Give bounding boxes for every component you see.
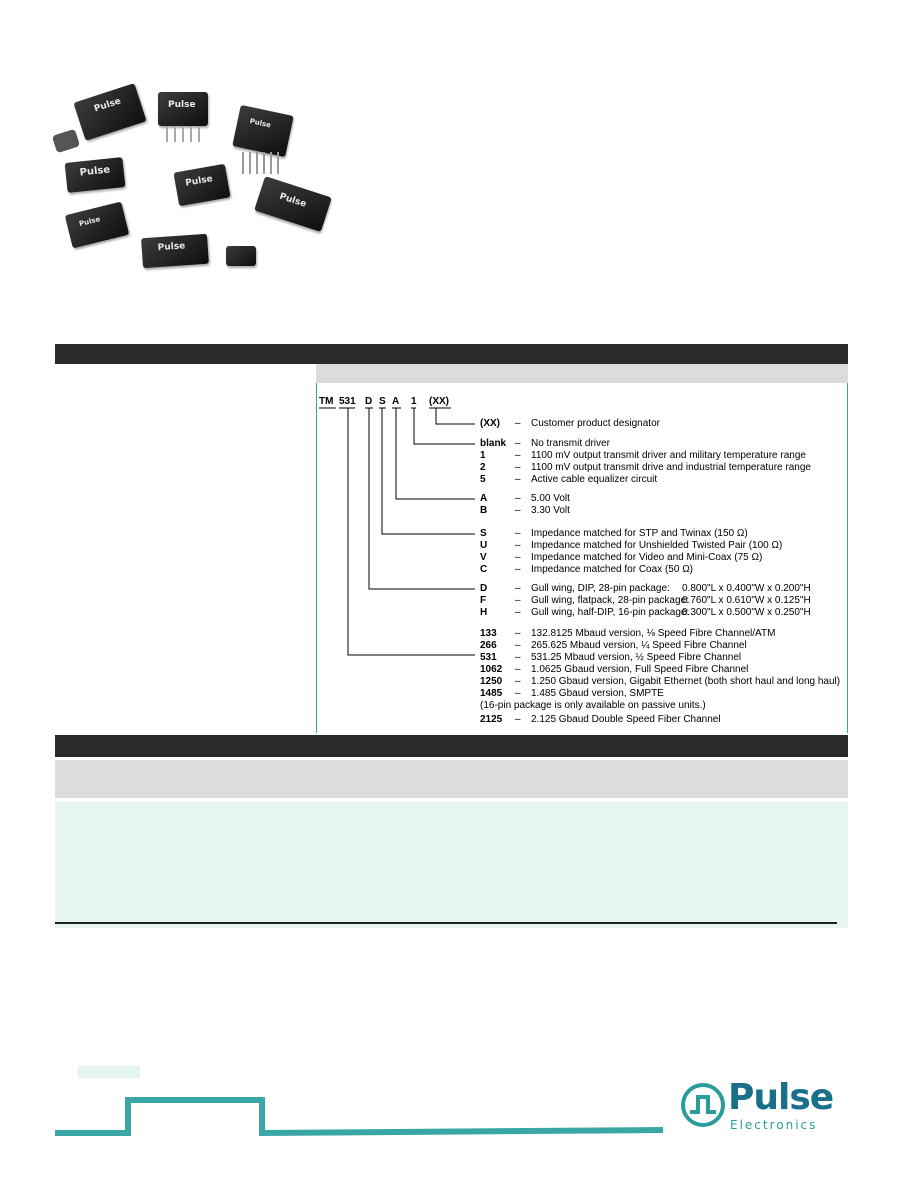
legend-note-text: (16-pin package is only available on passive units.): [480, 700, 706, 711]
legend-code: U: [480, 540, 488, 551]
legend-dash: –: [515, 564, 521, 575]
grey-panel: [55, 760, 848, 798]
legend-text: No transmit driver: [531, 438, 610, 449]
pn-segment-package: D: [365, 396, 373, 407]
product-flatpack-2: [254, 176, 332, 232]
legend-text: 5.00 Volt: [531, 493, 570, 504]
legend-code: H: [480, 607, 488, 618]
legend-dash: –: [515, 505, 521, 516]
legend-text: Customer product designator: [531, 418, 660, 429]
legend-code: 133: [480, 628, 497, 639]
legend-dash: –: [515, 552, 521, 563]
pulse-logo-brand: Pulse: [728, 1077, 834, 1118]
mint-panel: [55, 802, 848, 928]
legend-text: Gull wing, flatpack, 28-pin package:: [531, 595, 689, 606]
legend-dash: –: [515, 438, 521, 449]
legend-dims: 0.760"L x 0.610"W x 0.125"H: [682, 595, 811, 606]
legend-text: Active cable equalizer circuit: [531, 474, 658, 485]
legend-text: Impedance matched for STP and Twinax (150 Ω): [531, 528, 748, 539]
legend-code: 531: [480, 652, 497, 663]
product-label: Pulse: [78, 215, 102, 229]
legend-code: 1250: [480, 676, 503, 687]
product-label: Pulse: [157, 241, 186, 254]
legend-dash: –: [515, 540, 521, 551]
legend-text: 1.0625 Gbaud version, Full Speed Fibre Channel: [531, 664, 749, 675]
legend-code: F: [480, 595, 487, 606]
legend-dash: –: [515, 714, 521, 725]
pn-segment-impedance: S: [379, 396, 386, 407]
pulse-logo: [680, 1078, 850, 1134]
legend-code: 1: [480, 450, 486, 461]
product-label: Pulse: [278, 191, 308, 210]
legend-text: Gull wing, half-DIP, 16-pin package:: [531, 607, 690, 618]
pins: [242, 152, 284, 174]
legend-dash: –: [515, 664, 521, 675]
legend-text: 1.250 Gbaud version, Gigabit Ethernet (both short haul and long haul): [531, 676, 841, 687]
legend-dash: –: [515, 450, 521, 461]
legend-text: 1100 mV output transmit driver and military temperature range: [531, 450, 806, 461]
legend-code: 266: [480, 640, 497, 651]
legend-text: 2.125 Gbaud Double Speed Fiber Channel: [531, 714, 721, 725]
legend-text: 531.25 Mbaud version, ½ Speed Fibre Channel: [531, 652, 742, 663]
diagram-header-band: [316, 364, 848, 383]
legend-code: 2: [480, 462, 486, 473]
legend-text: Gull wing, DIP, 28-pin package:: [531, 583, 670, 594]
product-smd-center: [141, 234, 209, 269]
coax-connector: [52, 129, 80, 154]
legend-dash: –: [515, 493, 521, 504]
legend-dims: 0.800"L x 0.400"W x 0.200"H: [682, 583, 811, 594]
legend-dash: –: [515, 462, 521, 473]
section-header-bar: [55, 344, 848, 364]
legend-dims: 0.300"L x 0.500"W x 0.250"H: [682, 607, 811, 618]
legend-dash: –: [515, 528, 521, 539]
product-smd-left: [65, 201, 130, 248]
legend-code: 1485: [480, 688, 503, 699]
legend-text: 132.8125 Mbaud version, ⅛ Speed Fibre Channel/ATM: [531, 628, 776, 639]
legend-dash: –: [515, 628, 521, 639]
legend-dash: –: [515, 595, 521, 606]
legend-code: 2125: [480, 714, 503, 725]
product-dip-1: [158, 92, 208, 126]
product-label: Pulse: [184, 174, 214, 189]
product-gullwing-center: [173, 164, 230, 207]
legend-text: Impedance matched for Video and Mini-Coax (75 Ω): [531, 552, 763, 563]
legend-text: 3.30 Volt: [531, 505, 570, 516]
legend-code: (XX): [480, 418, 500, 429]
legend-dash: –: [515, 640, 521, 651]
divider-line: [55, 922, 837, 924]
pn-segment-driver: 1: [411, 396, 417, 407]
legend-code: A: [480, 493, 488, 504]
part-number-diagram: [316, 383, 848, 733]
legend-code: V: [480, 552, 487, 563]
legend-text: 1.485 Gbaud version, SMPTE: [531, 688, 664, 699]
legend-code: S: [480, 528, 487, 539]
pn-segment-speed: 531: [339, 396, 356, 407]
pn-segment-voltage: A: [392, 396, 400, 407]
legend-dash: –: [515, 688, 521, 699]
legend-dash: –: [515, 676, 521, 687]
legend-dash: –: [515, 583, 521, 594]
legend-code: B: [480, 505, 488, 516]
pulse-logo-icon: [680, 1082, 726, 1128]
legend-dash: –: [515, 652, 521, 663]
legend-text: Impedance matched for Coax (50 Ω): [531, 564, 693, 575]
legend-code: blank: [480, 438, 507, 449]
product-flatpack-1: [65, 157, 126, 193]
product-label: Pulse: [79, 164, 111, 179]
product-label: Pulse: [168, 100, 196, 110]
legend-code: 1062: [480, 664, 503, 675]
product-label: Pulse: [248, 117, 272, 130]
footer-tab: [78, 1066, 140, 1078]
legend-dash: –: [515, 474, 521, 485]
legend-dash: –: [515, 607, 521, 618]
legend-text: 1100 mV output transmit drive and industrial temperature range: [531, 462, 811, 473]
pn-segment-tm: TM: [319, 396, 334, 407]
legend-code: C: [480, 564, 488, 575]
product-tall-module: [232, 105, 294, 157]
pulse-logo-sub: Electronics: [730, 1118, 818, 1132]
legend: [480, 383, 845, 733]
legend-text: 265.625 Mbaud version, ¼ Speed Fibre Channel: [531, 640, 747, 651]
section-header-bar-2: [55, 735, 848, 757]
product-module-connector: [73, 83, 146, 141]
pn-segment-customer: (XX): [429, 396, 449, 407]
legend-code: D: [480, 583, 488, 594]
product-photo: [50, 80, 350, 280]
legend-text: Impedance matched for Unshielded Twisted Pair (100 Ω): [531, 540, 783, 551]
product-small: [226, 246, 256, 266]
legend-code: 5: [480, 474, 486, 485]
product-label: Pulse: [92, 96, 123, 115]
legend-dash: –: [515, 418, 521, 429]
pins: [166, 126, 202, 142]
